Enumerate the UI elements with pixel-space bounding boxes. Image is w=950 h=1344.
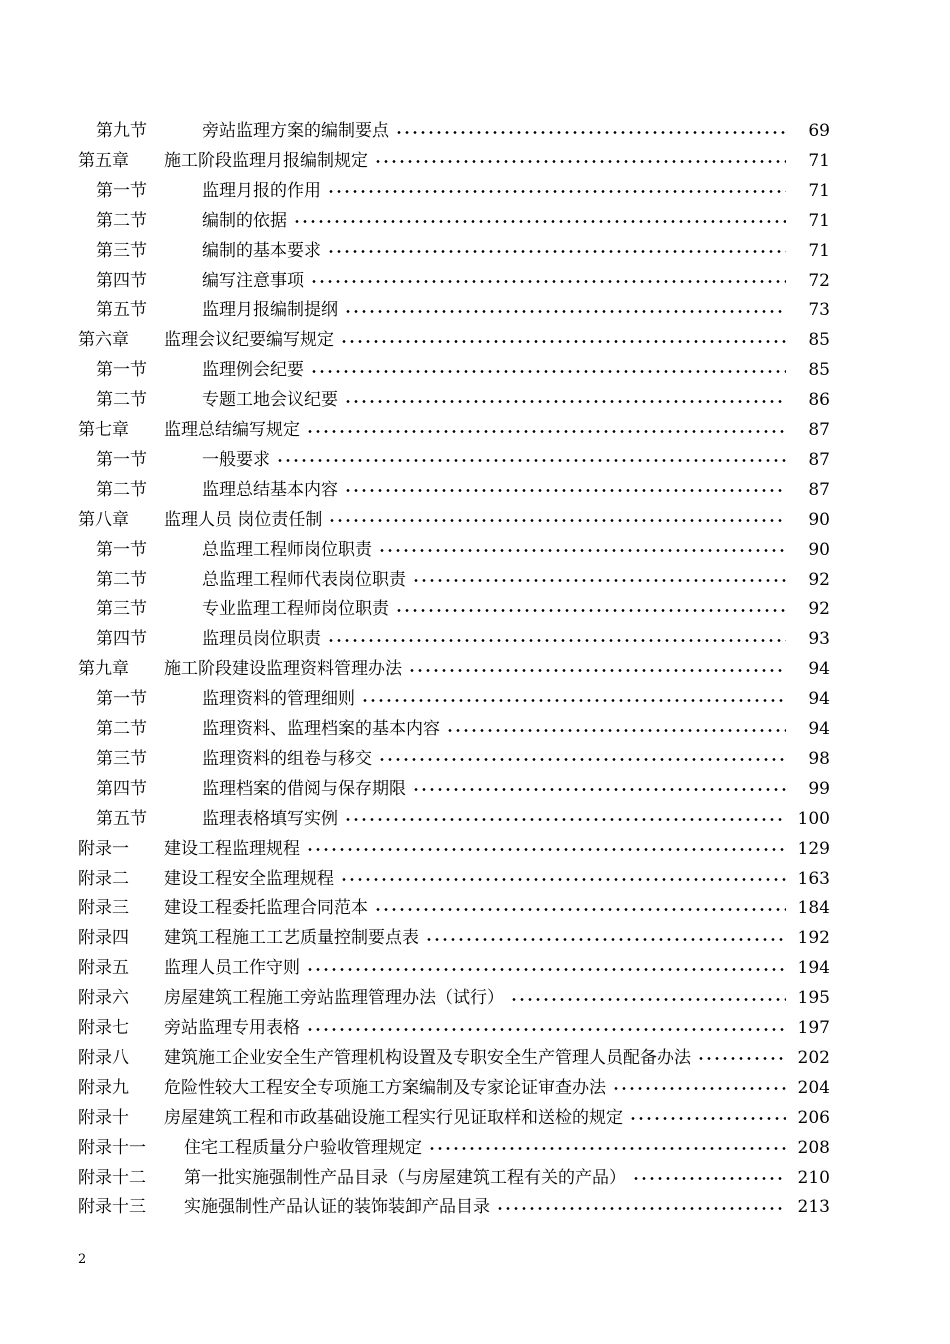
toc-entry-label: 第一节 — [96, 180, 147, 201]
dot-leader — [327, 639, 786, 642]
dot-leader — [496, 1207, 786, 1210]
toc-entry-label: 第五章 — [78, 150, 129, 171]
toc-entry-text: 监理人员工作守则 — [164, 958, 300, 979]
toc-entry[interactable] — [0, 475, 950, 505]
toc-entry-text: 专题工地会议纪要 — [202, 390, 338, 411]
toc-entry[interactable] — [0, 146, 950, 176]
toc-entry-text: 危险性较大工程安全专项施工方案编制及专家论证审查办法 — [164, 1077, 606, 1098]
toc-entry-title — [164, 1043, 790, 1073]
toc-entry-page: 87 — [808, 449, 830, 470]
toc-entry-title — [164, 505, 790, 535]
toc-entry[interactable] — [0, 505, 950, 535]
toc-entry-page: 69 — [808, 121, 830, 141]
toc-entry-title — [164, 983, 790, 1013]
toc-entry-label: 第九节 — [96, 121, 147, 141]
toc-entry-label: 第一节 — [96, 539, 147, 560]
toc-entry-label: 附录二 — [78, 868, 129, 889]
toc-entry-label: 附录十二 — [78, 1167, 146, 1188]
toc-entry[interactable] — [0, 1133, 950, 1163]
toc-entry-title — [164, 415, 790, 445]
toc-entry-text: 监理资料的管理细则 — [202, 689, 355, 710]
toc-entry[interactable] — [0, 834, 950, 864]
toc-entry-title — [164, 864, 790, 894]
dot-leader — [344, 818, 786, 821]
toc-entry[interactable] — [0, 385, 950, 415]
dot-leader — [412, 788, 786, 791]
toc-entry-text: 施工阶段建设监理资料管理办法 — [164, 659, 402, 680]
toc-entry-title — [202, 295, 790, 325]
toc-entry-title — [164, 923, 790, 953]
toc-entry-page: 100 — [797, 808, 830, 829]
dot-leader — [310, 280, 786, 283]
toc-entry-page: 99 — [808, 778, 830, 799]
toc-entry-title — [164, 1073, 790, 1103]
dot-leader — [310, 370, 786, 373]
toc-entry-page: 71 — [808, 150, 830, 171]
toc-entry-text: 监理员岗位职责 — [202, 629, 321, 650]
toc-entry-page: 92 — [808, 599, 830, 620]
dot-leader — [408, 669, 786, 672]
toc-entry-text: 专业监理工程师岗位职责 — [202, 599, 389, 620]
toc-entry-page: 194 — [797, 958, 830, 979]
toc-entry[interactable] — [0, 804, 950, 834]
toc-entry[interactable] — [0, 953, 950, 983]
toc-entry-text: 总监理工程师代表岗位职责 — [202, 569, 406, 590]
dot-leader — [306, 848, 786, 851]
toc-entry-text: 监理人员 岗位责任制 — [164, 509, 323, 530]
toc-entry-page: 87 — [808, 479, 830, 500]
toc-entry[interactable] — [0, 295, 950, 325]
dot-leader — [378, 758, 786, 761]
toc-entry[interactable] — [0, 684, 950, 714]
dot-leader — [344, 489, 786, 492]
toc-entry[interactable] — [0, 445, 950, 475]
toc-entry-title — [164, 325, 790, 355]
toc-entry-title — [202, 176, 790, 206]
toc-entry-title — [202, 475, 790, 505]
toc-entry-label: 附录三 — [78, 898, 129, 919]
toc-entry-label: 附录四 — [78, 928, 129, 949]
toc-entry-text: 编写注意事项 — [202, 270, 304, 291]
toc-entry-text: 编制的依据 — [202, 210, 287, 231]
toc-entry-label: 第五节 — [96, 808, 147, 829]
toc-entry-text: 总监理工程师岗位职责 — [202, 539, 372, 560]
toc-entry-text: 建设工程安全监理规程 — [164, 868, 334, 889]
toc-entry[interactable] — [0, 714, 950, 744]
toc-entry-title — [184, 1163, 790, 1193]
toc-entry[interactable] — [0, 1013, 950, 1043]
toc-entry[interactable] — [0, 565, 950, 595]
toc-entry-text: 编制的基本要求 — [202, 240, 321, 261]
toc-entry-title — [202, 236, 790, 266]
toc-entry-label: 第八章 — [78, 509, 129, 530]
dot-leader — [306, 430, 786, 433]
toc-entry-label: 第二节 — [96, 719, 147, 739]
dot-leader — [293, 220, 786, 223]
toc-entry-page: 129 — [797, 838, 830, 859]
toc-entry-title — [202, 744, 790, 774]
toc-entry[interactable] — [0, 624, 950, 654]
toc-entry-page: 71 — [808, 180, 830, 201]
toc-entry-page: 86 — [808, 390, 830, 411]
toc-entry[interactable] — [0, 266, 950, 296]
toc-entry-page: 94 — [808, 689, 830, 710]
toc-entry-title — [184, 1133, 790, 1163]
toc-entry-title — [202, 206, 790, 236]
toc-entry-title — [164, 893, 790, 923]
toc-entry[interactable] — [0, 744, 950, 774]
toc-entry-page: 94 — [808, 719, 830, 739]
toc-entry-page: 204 — [797, 1077, 830, 1098]
toc-entry-text: 监理例会纪要 — [202, 360, 304, 381]
toc-entry-text: 监理资料的组卷与移交 — [202, 748, 372, 769]
toc-entry-text: 施工阶段监理月报编制规定 — [164, 150, 368, 171]
dot-leader — [428, 1147, 786, 1150]
dot-leader — [425, 938, 786, 941]
dot-leader — [328, 519, 786, 522]
toc-entry[interactable] — [0, 116, 950, 146]
toc-entry-text: 第一批实施强制性产品目录（与房屋建筑工程有关的产品） — [184, 1167, 626, 1188]
dot-leader — [276, 459, 786, 462]
toc-entry-label: 第二节 — [96, 569, 147, 590]
toc-entry-page: 94 — [808, 659, 830, 680]
toc-entry-text: 监理总结基本内容 — [202, 479, 338, 500]
toc-entry[interactable] — [0, 893, 950, 923]
toc-entry-page: 92 — [808, 569, 830, 590]
toc-entry[interactable] — [0, 654, 950, 684]
toc-entry-title — [202, 385, 790, 415]
toc-entry-label: 附录十 — [78, 1107, 129, 1128]
toc-entry-title — [164, 834, 790, 864]
toc-entry-text: 建设工程监理规程 — [164, 838, 300, 859]
toc-entry-title — [202, 714, 790, 744]
toc-entry[interactable] — [0, 983, 950, 1013]
toc-entry[interactable] — [0, 1163, 950, 1193]
toc-entry-title — [202, 535, 790, 565]
toc-entry-label: 第六章 — [78, 330, 129, 351]
toc-entry[interactable] — [0, 923, 950, 953]
dot-leader — [395, 609, 786, 612]
dot-leader — [412, 579, 786, 582]
toc-entry-text: 监理资料、监理档案的基本内容 — [202, 719, 440, 739]
dot-leader — [374, 160, 786, 163]
dot-leader — [340, 340, 786, 343]
toc-entry-text: 监理月报编制提纲 — [202, 300, 338, 321]
dot-leader — [306, 1028, 786, 1031]
toc-entry[interactable] — [0, 415, 950, 445]
toc-entry-text: 一般要求 — [202, 449, 270, 470]
toc-entry-page: 197 — [797, 1018, 830, 1038]
toc-entry-page: 85 — [808, 330, 830, 351]
toc-entry-label: 附录十三 — [78, 1197, 146, 1218]
toc-entry-text: 房屋建筑工程施工旁站监理管理办法（试行） — [164, 988, 504, 1009]
dot-leader — [344, 400, 786, 403]
toc-entry-title — [202, 266, 790, 296]
toc-entry-title — [202, 565, 790, 595]
toc-entry-page: 210 — [797, 1167, 830, 1188]
toc-entry[interactable] — [0, 236, 950, 266]
toc-entry-text: 旁站监理方案的编制要点 — [202, 121, 389, 141]
toc-entry-title — [202, 804, 790, 834]
toc-entry-title — [202, 624, 790, 654]
toc-entry-label: 第五节 — [96, 300, 147, 321]
toc-entry-label: 附录六 — [78, 988, 129, 1009]
toc-entry-page: 208 — [797, 1137, 830, 1158]
toc-entry-text: 住宅工程质量分户验收管理规定 — [184, 1137, 422, 1158]
dot-leader — [510, 998, 786, 1001]
toc-entry-title — [202, 355, 790, 385]
toc-entry-title — [164, 146, 790, 176]
toc-entry[interactable] — [0, 535, 950, 565]
toc-entry[interactable] — [0, 325, 950, 355]
toc-entry-title — [184, 1192, 790, 1222]
toc-entry-label: 附录十一 — [78, 1137, 146, 1158]
toc-entry-label: 第四节 — [96, 270, 147, 291]
toc-entry[interactable] — [0, 1043, 950, 1073]
toc-entry-label: 附录七 — [78, 1018, 129, 1038]
toc-entry-text: 建筑施工企业安全生产管理机构设置及专职安全生产管理人员配备办法 — [164, 1047, 691, 1068]
toc-entry-page: 90 — [808, 539, 830, 560]
toc-entry-label: 第三节 — [96, 240, 147, 261]
toc-entry-label: 第二节 — [96, 390, 147, 411]
toc-entry-label: 第一节 — [96, 449, 147, 470]
dot-leader — [395, 131, 786, 134]
toc-entry-label: 第四节 — [96, 778, 147, 799]
toc-entry-page: 202 — [797, 1047, 830, 1068]
toc-entry[interactable] — [0, 594, 950, 624]
toc-entry-title — [202, 594, 790, 624]
toc-entry-text: 建设工程委托监理合同范本 — [164, 898, 368, 919]
toc-entry-label: 第三节 — [96, 748, 147, 769]
toc-entry-label: 第四节 — [96, 629, 147, 650]
toc-entry-text: 监理表格填写实例 — [202, 808, 338, 829]
toc-entry-label: 第九章 — [78, 659, 129, 680]
toc-entry-page: 93 — [808, 629, 830, 650]
toc-entry-title — [164, 654, 790, 684]
dot-leader — [697, 1057, 786, 1060]
toc-entry-page: 73 — [808, 300, 830, 321]
toc-entry[interactable] — [0, 1073, 950, 1103]
toc-entry-text: 旁站监理专用表格 — [164, 1018, 300, 1038]
toc-entry-label: 第七章 — [78, 420, 129, 440]
toc-entry[interactable] — [0, 774, 950, 804]
toc-entry[interactable] — [0, 864, 950, 894]
toc-entry-label: 第三节 — [96, 599, 147, 620]
toc-entry-page: 90 — [808, 509, 830, 530]
toc-entry-page: 98 — [808, 748, 830, 769]
toc-entry-title — [202, 774, 790, 804]
toc-entry-label: 第二节 — [96, 210, 147, 231]
toc-entry-title — [164, 1103, 790, 1133]
toc-entry-label: 第二节 — [96, 479, 147, 500]
toc-entry-page: 72 — [808, 270, 830, 291]
toc-entry-title — [202, 445, 790, 475]
dot-leader — [612, 1087, 786, 1090]
toc-entry-title — [164, 953, 790, 983]
toc-entry-page: 213 — [797, 1197, 830, 1218]
toc-entry-text: 监理会议纪要编写规定 — [164, 330, 334, 351]
page-number: 2 — [78, 1252, 87, 1267]
dot-leader — [327, 190, 786, 193]
toc-entry[interactable] — [0, 1192, 950, 1222]
toc-entry-label: 附录五 — [78, 958, 129, 979]
toc-entry[interactable] — [0, 1103, 950, 1133]
toc-entry-text: 监理月报的作用 — [202, 180, 321, 201]
dot-leader — [632, 1177, 786, 1180]
toc-entry[interactable] — [0, 206, 950, 236]
toc-entry-label: 附录一 — [78, 838, 129, 859]
dot-leader — [327, 250, 786, 253]
toc-entry-page: 87 — [808, 420, 830, 440]
toc-entry-page: 71 — [808, 240, 830, 261]
dot-leader — [361, 699, 786, 702]
toc-entry-text: 房屋建筑工程和市政基础设施工程实行见证取样和送检的规定 — [164, 1107, 623, 1128]
dot-leader — [344, 310, 786, 313]
toc-entry-label: 第一节 — [96, 689, 147, 710]
toc-entry-label: 附录八 — [78, 1047, 129, 1068]
dot-leader — [629, 1117, 786, 1120]
toc-entry-page: 85 — [808, 360, 830, 381]
toc-entry-page: 71 — [808, 210, 830, 231]
dot-leader — [340, 878, 786, 881]
dot-leader — [306, 968, 786, 971]
dot-leader — [374, 908, 786, 911]
toc-entry-title — [164, 1013, 790, 1043]
dot-leader — [378, 549, 786, 552]
toc-entry-page: 206 — [797, 1107, 830, 1128]
dot-leader — [446, 729, 786, 732]
toc-entry-page: 195 — [797, 988, 830, 1009]
toc-entry-page: 163 — [797, 868, 830, 889]
toc-entry-page: 184 — [797, 898, 830, 919]
toc-entry-title — [202, 684, 790, 714]
toc-entry-label: 附录九 — [78, 1077, 129, 1098]
toc-entry[interactable] — [0, 355, 950, 385]
toc-entry[interactable] — [0, 176, 950, 206]
toc-entry-title — [202, 116, 790, 146]
toc-entry-text: 监理档案的借阅与保存期限 — [202, 778, 406, 799]
toc-entry-page: 192 — [797, 928, 830, 949]
toc-entry-text: 建筑工程施工工艺质量控制要点表 — [164, 928, 419, 949]
toc-entry-label: 第一节 — [96, 360, 147, 381]
toc-entry-text: 实施强制性产品认证的装饰装卸产品目录 — [184, 1197, 490, 1218]
toc-entry-text: 监理总结编写规定 — [164, 420, 300, 440]
